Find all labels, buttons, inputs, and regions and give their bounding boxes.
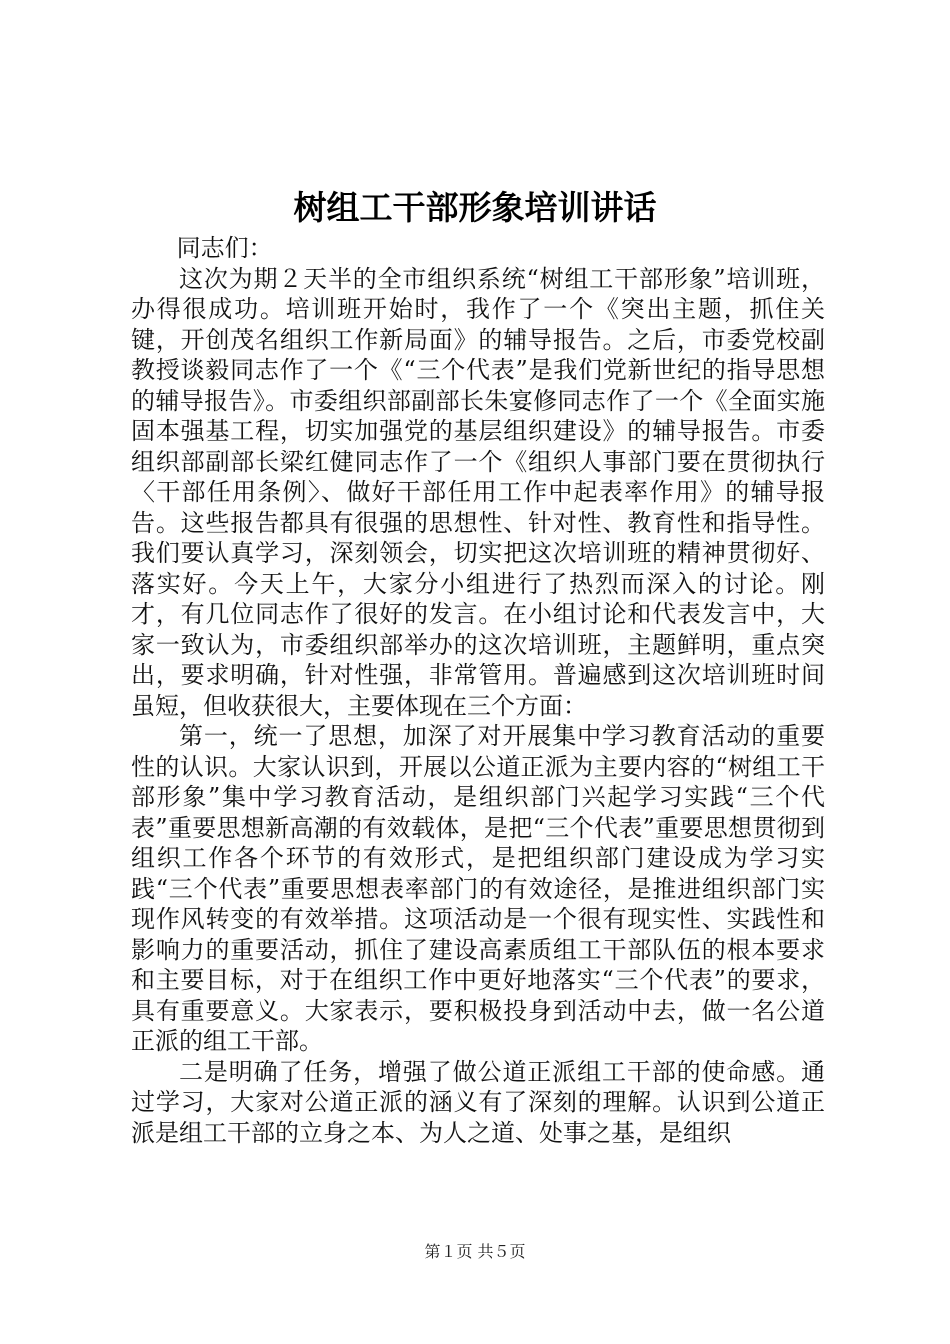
paragraph: 这次为期２天半的全市组织系统“树组工干部形象”培训班，办得很成功。培训班开始时，我作了一个《突出主题，抓住关键，开创茂名组织工作新局面》的辅导报告。之后，市委党校副教授谈毅同志作了一个《“三个代表”是我们党新世纪的指导思想的辅导报告》。市委组织部副部长朱宴修同志作了一个《全面实施固本强基工程，切实加强党的基层组织建设》的辅导报告。市委组织部副部长梁红健同志作了一个《组织人事部门要在贯彻执行〈干部任用条例〉、做好干部任用工作中起表率作用》的辅导报告。这些报告都具有很强的思想性、针对性、教育性和指导性。我们要认真学习，深刻领会，切实把这次培训班的精神贯彻好、落实好。今天上午，大家分小组进行了热烈而深入的讨论。刚才，有几位同志作了很好的发言。在小组讨论和代表发言中，大家一致认为，市委组织部举办的这次培训班，主题鲜明，重点突出，要求明确，针对性强，非常管用。普遍感到这次培训班时间虽短，但收获很大，主要体现在三个方面： <box>131 264 825 720</box>
document-body <box>131 233 825 1148</box>
page-number-footer: 第１页 共５页 <box>424 1242 526 1261</box>
greeting: 同志们： <box>176 234 273 262</box>
document-title: 树组工干部形象培训讲话 <box>293 188 657 227</box>
paragraph: 第一，统一了思想，加深了对开展集中学习教育活动的重要性的认识。大家认识到，开展以公道正派为主要内容的“树组工干部形象”集中学习教育活动，是组织部门兴起学习实践“三个代表”重要思想新高潮的有效载体，是把“三个代表”重要思想贯彻到组织工作各个环节的有效形式，是把组织部门建设成为学习实践“三个代表”重要思想表率部门的有效途径，是推进组织部门实现作风转变的有效举措。这项活动是一个很有现实性、实践性和影响力的重要活动，抓住了建设高素质组工干部队伍的根本要求和主要目标，对于在组织工作中更好地落实“三个代表”的要求，具有重要意义。大家表示，要积极投身到活动中去，做一名公道正派的组工干部。 <box>131 722 825 1055</box>
paragraph: 二是明确了任务，增强了做公道正派组工干部的使命感。通过学习，大家对公道正派的涵义有了深刻的理解。认识到公道正派是组工干部的立身之本、为人之道、处事之基，是组织 <box>131 1057 825 1147</box>
